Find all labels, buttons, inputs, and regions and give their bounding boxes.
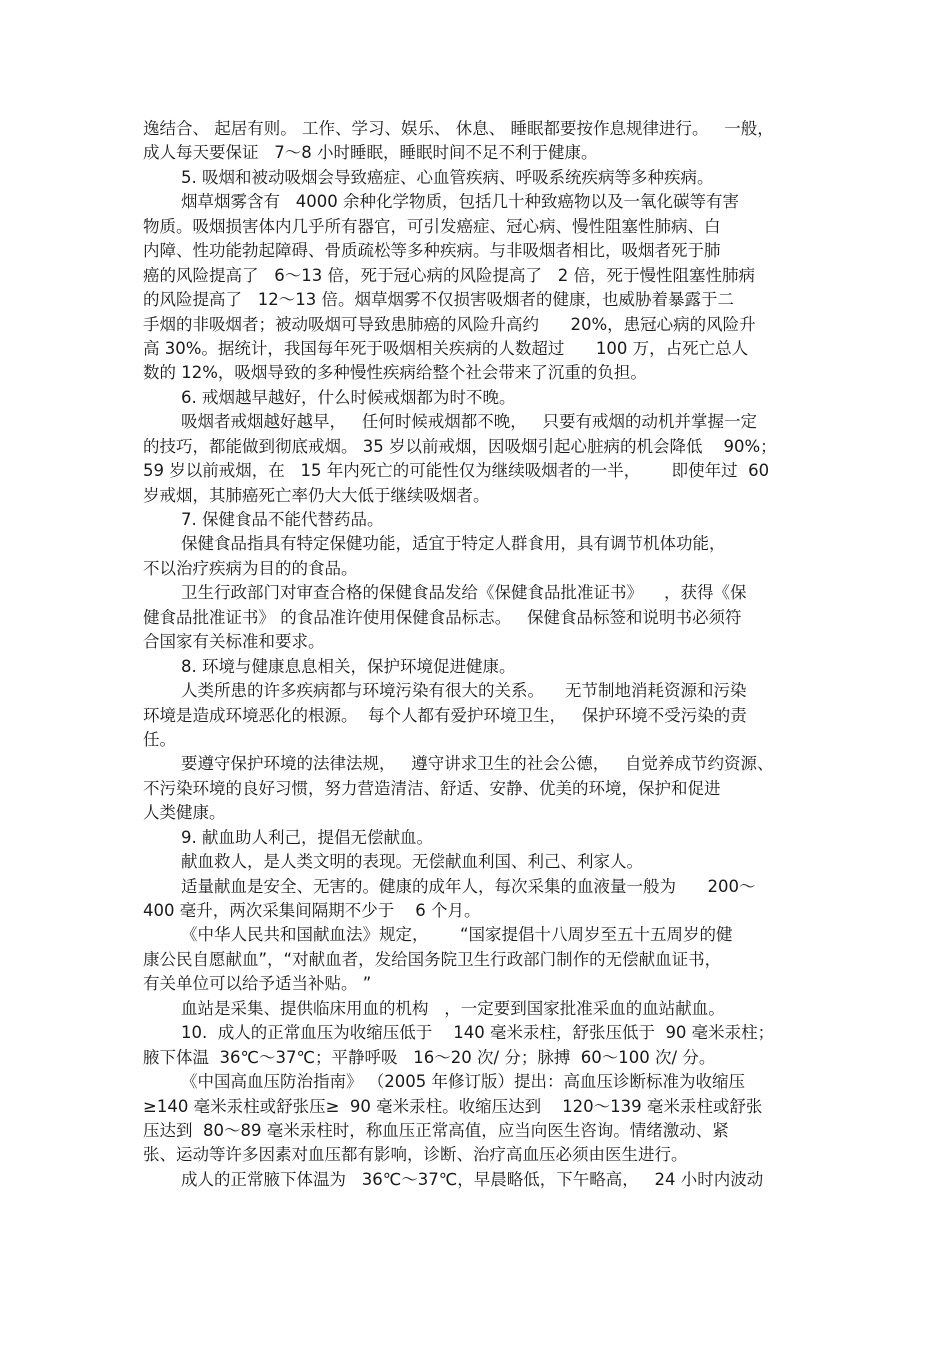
- text-line: 康公民自愿献血”，“对献血者，发给国务院卫生行政部门制作的无偿献血证书，: [143, 949, 722, 969]
- text-line: 内障、性功能勃起障碍、骨质疏松等多种疾病。与非吸烟者相比，吸烟者死于肺: [143, 241, 721, 261]
- text-line: 要遵守保护环境的法律法规， 遵守讲求卫生的社会公德， 自觉养成节约资源、: [181, 754, 774, 774]
- text-line: 适量献血是安全、无害的。健康的成年人，每次采集的血液量一般为 200～: [181, 876, 756, 896]
- text-line: 人类健康。: [143, 803, 226, 823]
- text-line: ≥140 毫米汞柱或舒张压≥ 90 毫米汞柱。收缩压达到 120～139 毫米汞柱或舒张: [143, 1096, 763, 1116]
- text-line: 逸结合、 起居有则。 工作、学习、娱乐、 休息、 睡眠都要按作息规律进行。 一般，: [143, 119, 774, 138]
- text-line: 不以治疗疾病为目的的食品。: [143, 558, 358, 578]
- text-line: 不污染环境的良好习惯，努力营造清洁、舒适、安静、优美的环境，保护和促进: [143, 778, 721, 798]
- text-line: 有关单位可以给予适当补贴。 ”: [143, 974, 372, 994]
- text-line: 压达到 80～89 毫米汞柱时，称血压正常高值，应当向医生咨询。情绪激动、紧: [143, 1120, 729, 1140]
- text-line: 烟草烟雾含有 4000 余种化学物质，包括几十种致癌物以及一氧化碳等有害: [181, 192, 739, 212]
- text-line: 张、运动等许多因素对血压都有影响，诊断、治疗高血压必须由医生进行。: [143, 1145, 688, 1165]
- text-line: 献血救人，是人类文明的表现。无偿献血利国、利己、利家人。: [181, 852, 643, 872]
- text-line: 任。: [143, 729, 176, 749]
- text-line: 保健食品指具有特定保健功能，适宜于特定人群食用，具有调节机体功能，: [181, 534, 726, 554]
- text-line: 吸烟者戒烟越好越早， 任何时候戒烟都不晚， 只要有戒烟的动机并掌握一定: [181, 412, 757, 432]
- text-line: 腋下体温 36℃～37℃；平静呼吸 16～20 次/ 分；脉搏 60～100 次/ 分。: [143, 1047, 716, 1067]
- text-line: 7. 保健食品不能代替药品。: [181, 510, 384, 529]
- text-line: 10. 成人的正常血压为收缩压低于 140 毫米汞柱，舒张压低于 90 毫米汞柱；: [181, 1023, 775, 1043]
- text-line: 的技巧，都能做到彻底戒烟。 35 岁以前戒烟，因吸烟引起心脏病的机会降低 90%；: [143, 436, 777, 456]
- text-line: 成人的正常腋下体温为 36℃～37℃，早晨略低，下午略高， 24 小时内波动: [181, 1169, 764, 1189]
- text-line: 癌的风险提高了 6～13 倍，死于冠心病的风险提高了 2 倍，死于慢性阻塞性肺病: [143, 265, 755, 285]
- text-line: 数的 12%，吸烟导致的多种慢性疾病给整个社会带来了沉重的负担。: [143, 363, 647, 383]
- text-line: 的风险提高了 12～13 倍。烟草烟雾不仅损害吸烟者的健康，也威胁着暴露于二: [143, 290, 734, 310]
- text-line: 岁戒烟，其肺癌死亡率仍大大低于继续吸烟者。: [143, 485, 490, 505]
- text-line: 9. 献血助人利己，提倡无偿献血。: [181, 827, 433, 847]
- text-line: 卫生行政部门对审查合格的保健食品发给《保健食品批准证书》 ，获得《保: [181, 583, 747, 603]
- document-body: [143, 117, 813, 1192]
- text-line: 5. 吸烟和被动吸烟会导致癌症、心血管疾病、呼吸系统疾病等多种疾病。: [181, 167, 714, 187]
- text-line: 手烟的非吸烟者；被动吸烟可导致患肺癌的风险升高约 20%，患冠心病的风险升: [143, 314, 756, 334]
- text-line: 健食品批准证书》 的食品准许使用保健食品标志。 保健食品标签和说明书必须符: [143, 607, 742, 627]
- text-line: 环境是造成环境恶化的根源。 每个人都有爱护环境卫生， 保护环境不受污染的责: [143, 705, 747, 725]
- text-line: 《中华人民共和国献血法》规定， “国家提倡十八周岁至五十五周岁的健: [181, 925, 733, 945]
- text-line: 血站是采集、提供临床用血的机构 ，一定要到国家批准采血的血站献血。: [181, 998, 725, 1018]
- text-line: 高 30%。据统计，我国每年死于吸烟相关疾病的人数超过 100 万，占死亡总人: [143, 338, 749, 358]
- text-line: 400 毫升，两次采集间隔期不少于 6 个月。: [143, 901, 481, 920]
- text-line: 59 岁以前戒烟，在 15 年内死亡的可能性仅为继续吸烟者的一半， 即使年过 60: [143, 461, 770, 481]
- text-line: 成人每天要保证 7～8 小时睡眠，睡眠时间不足不利于健康。: [143, 143, 598, 163]
- text-line: 6. 戒烟越早越好，什么时候戒烟都为时不晚。: [181, 387, 516, 407]
- text-line: 人类所患的许多疾病都与环境污染有很大的关系。 无节制地消耗资源和污染: [181, 681, 747, 701]
- text-line: 合国家有关标准和要求。: [143, 632, 325, 652]
- text-line: 《中国高血压防治指南》 （2005 年修订版）提出：高血压诊断标准为收缩压: [181, 1072, 745, 1092]
- text-line: 物质。吸烟损害体内几乎所有器官，可引发癌症、冠心病、慢性阻塞性肺病、白: [143, 216, 721, 236]
- text-line: 8. 环境与健康息息相关，保护环境促进健康。: [181, 656, 516, 676]
